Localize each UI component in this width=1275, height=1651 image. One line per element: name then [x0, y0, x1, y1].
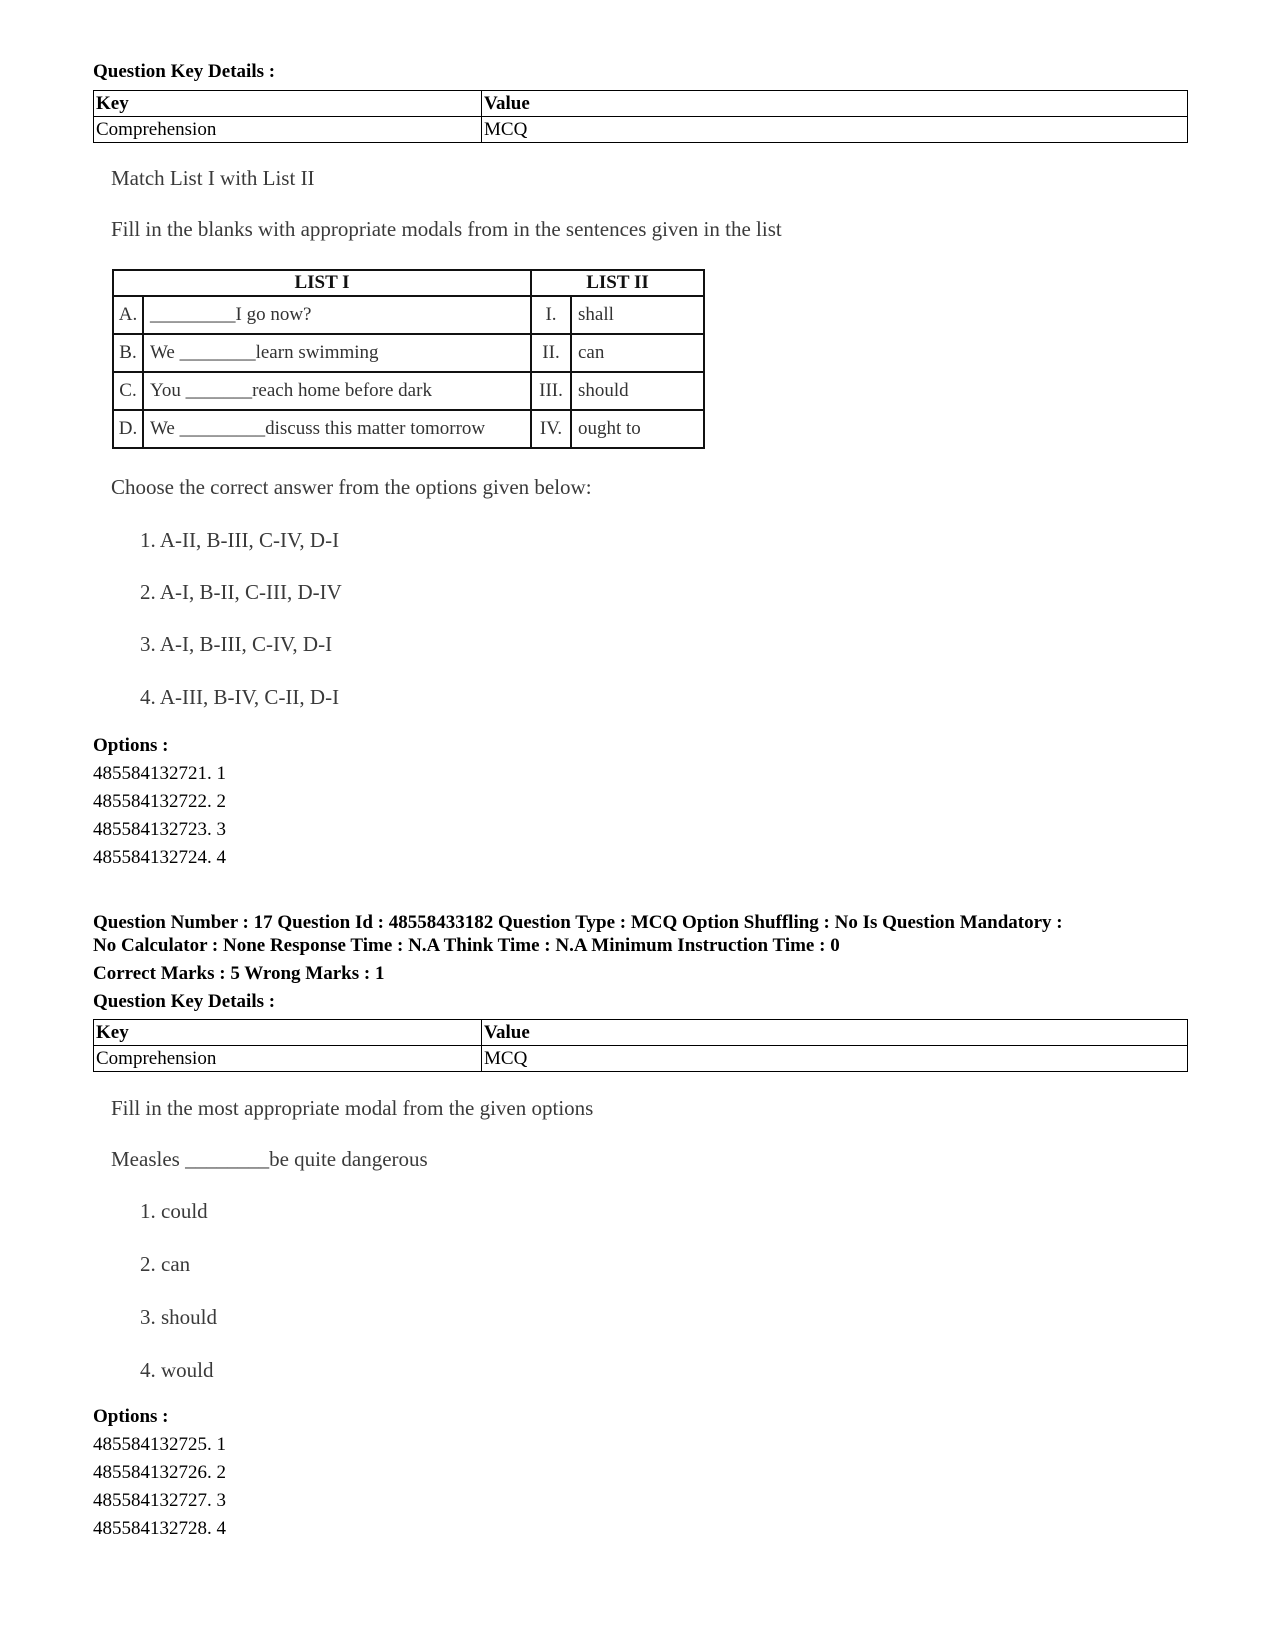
options-label: Options :	[93, 735, 169, 756]
choice-item: 3. A-I, B-III, C-IV, D-I	[140, 632, 333, 656]
match-table-header	[113, 270, 704, 296]
row-modal: ought to	[571, 410, 704, 448]
option-item: 485584132728. 4	[93, 1518, 226, 1539]
row-label: D.	[113, 410, 143, 448]
value-header: Value	[482, 91, 1188, 117]
question-sentence: Measles ________be quite dangerous	[111, 1147, 428, 1171]
row-statement: _________I go now?	[143, 296, 531, 334]
option-item: 485584132725. 1	[93, 1434, 226, 1455]
key-cell: Comprehension	[94, 1046, 482, 1072]
choice-item: 1. A-II, B-III, C-IV, D-I	[140, 528, 340, 552]
match-row	[113, 334, 704, 372]
choice-item: 2. A-I, B-II, C-III, D-IV	[140, 580, 342, 604]
question-key-details-label: Question Key Details :	[93, 61, 276, 82]
choice-item: 1. could	[140, 1199, 208, 1223]
row-roman-label: III.	[531, 372, 571, 410]
table-row	[94, 1046, 1188, 1072]
row-roman-label: IV.	[531, 410, 571, 448]
choice-item: 2. can	[140, 1252, 191, 1276]
marks-line: Correct Marks : 5 Wrong Marks : 1	[93, 963, 385, 984]
row-modal: shall	[571, 296, 704, 334]
key-cell: Comprehension	[94, 117, 482, 143]
row-statement: We ________learn swimming	[143, 334, 531, 372]
list2-header: LIST II	[531, 270, 704, 296]
row-label: A.	[113, 296, 143, 334]
question-instruction: Fill in the most appropriate modal from the given options	[111, 1096, 594, 1120]
row-statement: We _________discuss this matter tomorrow	[143, 410, 531, 448]
question-instruction: Match List I with List II	[111, 166, 315, 190]
match-row	[113, 410, 704, 448]
option-item: 485584132727. 3	[93, 1490, 226, 1511]
option-item: 485584132724. 4	[93, 847, 226, 868]
question-key-details-label: Question Key Details :	[93, 991, 276, 1012]
choice-item: 4. would	[140, 1358, 214, 1382]
match-row	[113, 372, 704, 410]
choose-instruction: Choose the correct answer from the options given below:	[111, 475, 592, 499]
options-label: Options :	[93, 1406, 169, 1427]
key-header: Key	[94, 1020, 482, 1046]
question-meta-line: No Calculator : None Response Time : N.A Think Time : N.A Minimum Instruction Time : 0	[93, 935, 840, 956]
table-header-row	[94, 91, 1188, 117]
option-item: 485584132721. 1	[93, 763, 226, 784]
row-roman-label: I.	[531, 296, 571, 334]
question-meta-line: Question Number : 17 Question Id : 48558433182 Question Type : MCQ Option Shuffling : No Is Question Mandatory :	[93, 912, 1063, 933]
table-row	[94, 117, 1188, 143]
value-cell: MCQ	[482, 1046, 1188, 1072]
choice-item: 3. should	[140, 1305, 218, 1329]
row-label: B.	[113, 334, 143, 372]
row-roman-label: II.	[531, 334, 571, 372]
key-details-table	[93, 90, 1188, 143]
key-header: Key	[94, 91, 482, 117]
match-table	[112, 269, 705, 449]
value-cell: MCQ	[482, 117, 1188, 143]
row-modal: should	[571, 372, 704, 410]
list1-header: LIST I	[113, 270, 531, 296]
option-item: 485584132722. 2	[93, 791, 226, 812]
choice-item: 4. A-III, B-IV, C-II, D-I	[140, 685, 340, 709]
table-header-row	[94, 1020, 1188, 1046]
key-details-table	[93, 1019, 1188, 1072]
row-modal: can	[571, 334, 704, 372]
match-row	[113, 296, 704, 334]
value-header: Value	[482, 1020, 1188, 1046]
row-statement: You _______reach home before dark	[143, 372, 531, 410]
question-sub-instruction: Fill in the blanks with appropriate modals from in the sentences given in the list	[111, 217, 782, 241]
row-label: C.	[113, 372, 143, 410]
option-item: 485584132723. 3	[93, 819, 226, 840]
option-item: 485584132726. 2	[93, 1462, 226, 1483]
